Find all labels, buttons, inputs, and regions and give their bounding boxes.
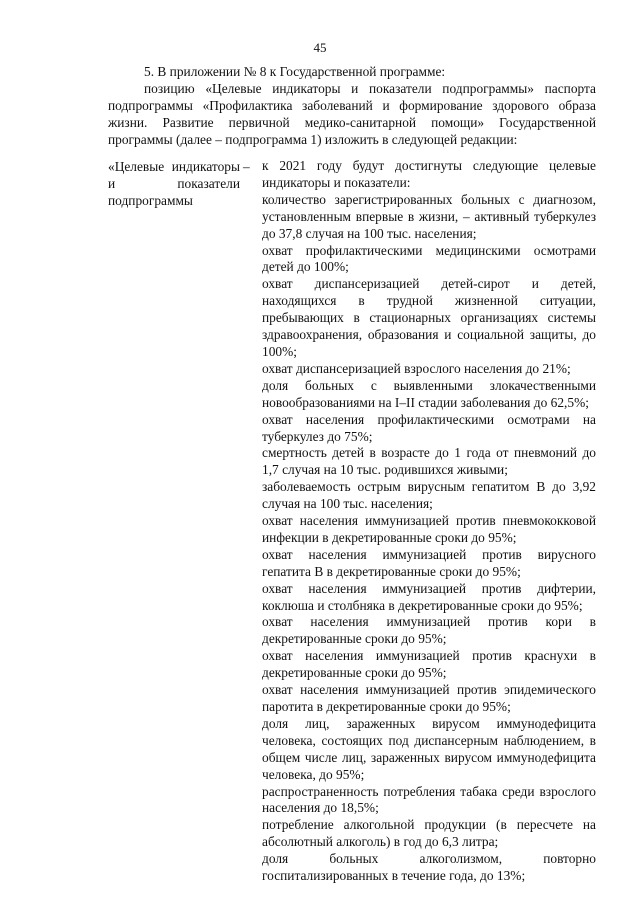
indicator-item: доля больных с выявленными злокачественными новообразованиями на I–II стадии заболевания до 62,5%; — [262, 377, 596, 410]
indicator-item: к 2021 году будут достигнуты следующие целевые индикаторы и показатели: — [262, 158, 596, 190]
indicator-item: охват профилактическими медицинскими осмотрами детей до 100%; — [262, 242, 596, 275]
indicator-item: охват населения иммунизацией против вирусного гепатита В в декретированные сроки до 95%; — [262, 546, 596, 579]
indicator-item: потребление алкогольной продукции (в пересчете на абсолютный алкоголь) в год до 6,3 литра; — [262, 817, 596, 850]
label-dash: – — [243, 159, 250, 174]
indicator-item: охват населения иммунизацией против эпидемического паротита в декретированные сроки до 95%; — [262, 682, 596, 714]
indicator-item: охват населения иммунизацией против дифтерии, коклюша и столбняка в декретированные сроки до 95%; — [262, 580, 596, 613]
indicators-list — [262, 158, 596, 885]
indicator-item: охват диспансеризацией детей-сирот и детей, находящихся в трудной жизненной ситуации, пребывающих в стационарных организациях системы здравоохранения, образования и социальной защиты, до 100%; — [262, 276, 596, 359]
indicator-item: охват населения профилактическими осмотрами на туберкулез до 75%; — [262, 411, 596, 444]
intro-item-heading: 5. В приложении № 8 к Государственной программе: — [144, 64, 446, 79]
indicator-item: заболеваемость острым вирусным гепатитом В до 3,92 случая на 100 тыс. населения; — [262, 479, 596, 512]
page-number: 45 — [313, 40, 327, 55]
indicator-item: охват населения иммунизацией против кори в декретированные сроки до 95%; — [262, 614, 596, 647]
indicator-item: количество зарегистрированных больных с диагнозом, установленным впервые в жизни, – активный туберкулез до 37,8 случая на 100 тыс. населения; — [262, 191, 596, 241]
indicator-item: доля больных алкоголизмом, повторно госпитализированных в течение года, до 13%; — [262, 851, 596, 884]
indicator-item: охват населения иммунизацией против краснухи в декретированные сроки до 95%; — [262, 648, 596, 681]
indicator-item: охват населения иммунизацией против пневмококковой инфекции в декретированные сроки до 95%; — [262, 513, 596, 545]
indicator-item: охват диспансеризацией взрослого населения до 21%; — [262, 360, 571, 376]
indicators-label: «Целевые индикаторы и показатели подпрограммы — [108, 159, 240, 208]
intro-text — [108, 63, 596, 148]
intro-paragraph: позицию «Целевые индикаторы и показатели подпрограммы» паспорта подпрограммы «Профилактика заболеваний и формирование здорового образа жизни. Развитие первичной медико-санитарной помощи» Государственной программы (далее – подпрограмма 1) изложить в следующей редакции: — [108, 81, 596, 147]
indicator-item: смертность детей в возрасте до 1 года от пневмоний до 1,7 случая на 10 тыс. родившихся живыми; — [262, 445, 596, 478]
indicator-item: доля лиц, зараженных вирусом иммунодефицита человека, состоящих под диспансерным наблюдением, в общем числе лиц, зараженных вирусом иммунодефицита человека, до 95%; — [262, 715, 596, 782]
indicator-item: распространенность потребления табака среди взрослого населения до 18,5%; — [262, 783, 596, 816]
